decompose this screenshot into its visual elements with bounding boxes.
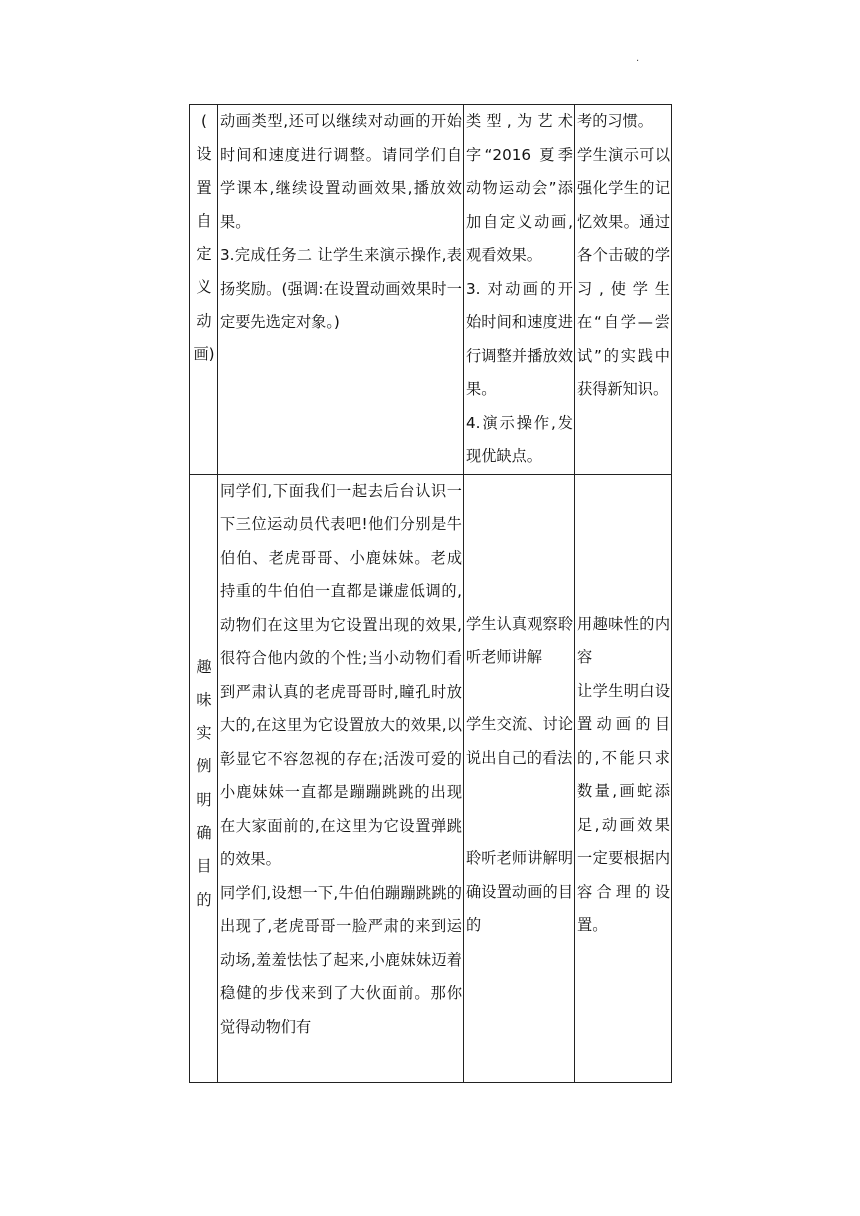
stage-cell — [190, 105, 218, 475]
design-intent-cell — [575, 474, 672, 1082]
teacher-activity-text: 动画类型,还可以继续对动画的开始时间和速度进行调整。请同学们自学课本,继续设置动画效果,播放效果。 3.完成任务二 让学生来演示操作,表扬奖励。(强调:在设置动画效果时一定要先选定对象。) — [220, 112, 462, 331]
page-mark: · — [636, 56, 640, 67]
lesson-plan-table — [189, 104, 672, 1083]
teacher-activity-cell — [218, 474, 464, 1082]
student-activity-text: 学生认真观察聆听老师讲解 学生交流、讨论说出自己的看法 聆听老师讲解明确设置动画的目的 — [466, 614, 573, 934]
student-activity-cell — [464, 105, 575, 475]
stage-label: ( 设 置 自 定 义 动 画) — [193, 112, 215, 364]
design-intent-text: 考的习惯。 学生演示可以强化学生的记忆效果。通过各个击破的学习,使学生在“自学—尝试”的实践中获得新知识。 — [577, 112, 670, 398]
teacher-activity-text: 同学们,下面我们一起去后台认识一下三位运动员代表吧!他们分别是牛伯伯、老虎哥哥、小鹿妹妹。老成持重的牛伯伯一直都是谦虚低调的,动物们在这里为它设置出现的效果,很符合他内敛的个性;当小动物们看到严肃认真的老虎哥哥时,瞳孔时放大的,在这里为它设置放大的效果,以彰显它不容忽视的存在;活泼可爱的小鹿妹妹一直都是蹦蹦跳跳的出现在大家面前的,在这里为它设置弹跳的效果。 同学们,设想一下,牛伯伯蹦蹦跳跳的出现了,老虎哥哥一脸严肃的来到运动场,羞羞怯怯了起来,小鹿妹妹迈着稳健的步伐来到了大伙面前。那你觉得动物们有 — [220, 481, 462, 1036]
student-activity-cell — [464, 474, 575, 1082]
table-row — [190, 474, 672, 1082]
teacher-activity-cell — [218, 105, 464, 475]
design-intent-text: 用趣味性的内容 让学生明白设置动画的目的,不能只求数量,画蛇添足,动画效果一定要根据内容合理的设置。 — [577, 614, 670, 934]
student-activity-text: 类型,为艺术字“2016 夏季动物运动会”添加自定义动画,观看效果。 3. 对动画的开始时间和速度进行调整并播放效果。 4.演示操作,发现优缺点。 — [466, 112, 573, 465]
table-row — [190, 105, 672, 475]
stage-label: 趣 味 实 例 明 确 目 的 — [196, 657, 212, 909]
design-intent-cell — [575, 105, 672, 475]
stage-cell — [190, 474, 218, 1082]
